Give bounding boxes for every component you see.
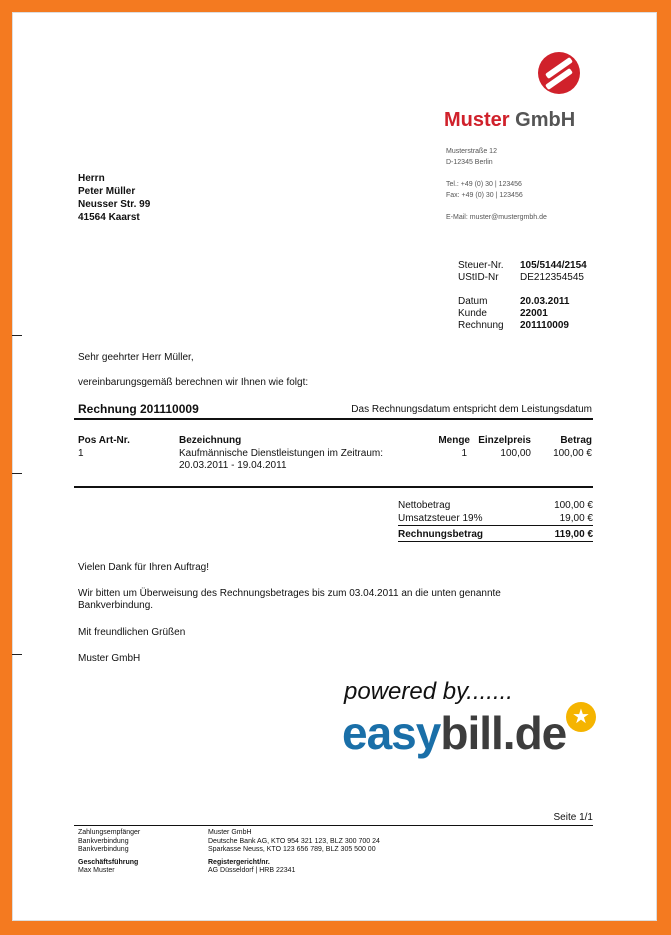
- company-logo: [444, 52, 614, 137]
- vat-amount: 19,00 €: [559, 513, 593, 524]
- footer-rule: [74, 825, 593, 826]
- footer-left: [78, 829, 140, 876]
- sender-fax: Fax: +49 (0) 30 | 123456: [446, 192, 523, 199]
- vat-id-label: UStID-Nr: [458, 272, 499, 283]
- footer-left-line1: Zahlungsempfänger: [78, 829, 141, 836]
- footer-left-line2: Bankverbindung: [78, 837, 129, 845]
- invoice-page: [12, 12, 657, 921]
- row-description: [179, 448, 383, 472]
- invoice-date: 20.03.2011: [520, 296, 570, 307]
- row-pos: 1: [78, 448, 84, 459]
- sender-address: [446, 146, 547, 223]
- footer-right-line4: AG Düsseldorf | HRB 22341: [208, 867, 296, 874]
- date-label: Datum: [458, 296, 488, 307]
- invoice-title: Rechnung 201110009: [78, 402, 199, 416]
- footer-left-line4: Max Muster: [78, 867, 115, 874]
- total-amount: 119,00 €: [554, 529, 593, 540]
- recipient-address: [78, 172, 150, 224]
- customer-number: 22001: [520, 308, 548, 319]
- regards-text: Mit freundlichen Grüßen: [78, 627, 186, 638]
- sender-phone: Tel.: +49 (0) 30 | 123456: [446, 181, 522, 188]
- footer-right-bold: Registergericht/nr.: [208, 858, 270, 866]
- footer-right-line3: Sparkasse Neuss, KTO 123 656 789, BLZ 305 500 00: [208, 846, 376, 853]
- items-rule: [74, 486, 593, 488]
- title-rule: [74, 418, 593, 420]
- recipient-street: Neusser Str. 99: [78, 199, 151, 210]
- sender-email: E-Mail: muster@mustergmbh.de: [446, 214, 547, 221]
- net-label: Nettobetrag: [398, 500, 451, 511]
- payment-request-line2: Bankverbindung.: [78, 600, 154, 611]
- footer-left-line3: Bankverbindung: [78, 846, 129, 853]
- tax-no: 105/5144/2154: [520, 260, 587, 271]
- payment-request-line1: Wir bitten um Überweisung des Rechnungsbetrages bis zum 03.04.2011 an die unten genannte: [78, 588, 501, 599]
- row-description-line2: 20.03.2011 - 19.04.2011: [179, 460, 287, 471]
- powered-by-text: powered by.......: [344, 678, 513, 705]
- easybill-logo-bill: bill.de: [440, 707, 567, 759]
- vat-label: Umsatzsteuer 19%: [398, 513, 483, 524]
- recipient-name: Peter Müller: [78, 186, 136, 197]
- invoice-info: [458, 260, 587, 332]
- invoice-date-note: Das Rechnungsdatum entspricht dem Leistungsdatum: [351, 404, 592, 415]
- signature: Muster GmbH: [78, 653, 141, 664]
- totals-block: [398, 499, 593, 542]
- net-amount: 100,00 €: [554, 500, 593, 511]
- customer-label: Kunde: [458, 308, 487, 319]
- fold-mark: [12, 654, 22, 655]
- company-name: Muster GmbH: [444, 109, 576, 131]
- greeting: Sehr geehrter Herr Müller,: [78, 352, 194, 363]
- tax-no-label: Steuer-Nr.: [458, 260, 504, 271]
- row-quantity: 1: [461, 448, 467, 459]
- logo-mark-icon: [538, 52, 580, 94]
- footer-left-bold: Geschäftsführung: [78, 858, 139, 866]
- footer-right-line1: Muster GmbH: [208, 829, 252, 836]
- col-header-quantity: Menge: [438, 435, 470, 446]
- invoice-label: Rechnung: [458, 320, 504, 331]
- star-icon: ★: [566, 702, 596, 732]
- col-header-description: Bezeichnung: [179, 435, 242, 446]
- vat-id: DE212354545: [520, 272, 584, 283]
- col-header-pos: Pos Art-Nr.: [78, 435, 130, 446]
- recipient-city: 41564 Kaarst: [78, 212, 140, 223]
- col-header-amount: Betrag: [560, 435, 592, 446]
- total-label: Rechnungsbetrag: [398, 529, 484, 540]
- intro-text: vereinbarungsgemäß berechnen wir Ihnen wie folgt:: [78, 377, 309, 388]
- punch-mark: [12, 473, 22, 474]
- row-amount: 100,00 €: [553, 448, 592, 459]
- easybill-logo-easy: easy: [342, 707, 441, 759]
- fold-mark: [12, 335, 22, 336]
- footer-right: [208, 829, 380, 876]
- page-number: Seite 1/1: [553, 812, 593, 823]
- payment-request: [78, 588, 501, 612]
- footer-right-line2: Deutsche Bank AG, KTO 954 321 123, BLZ 300 700 24: [208, 837, 380, 845]
- row-unit-price: 100,00: [500, 448, 531, 459]
- recipient-salutation: Herrn: [78, 173, 105, 184]
- col-header-unit-price: Einzelpreis: [478, 435, 531, 446]
- invoice-number: 201110009: [520, 320, 569, 331]
- row-description-line1: Kaufmännische Dienstleistungen im Zeitraum:: [179, 448, 383, 459]
- easybill-logo: [342, 706, 566, 760]
- sender-street: Musterstraße 12: [446, 148, 497, 155]
- sender-city: D-12345 Berlin: [446, 159, 493, 166]
- thanks-text: Vielen Dank für Ihren Auftrag!: [78, 562, 210, 573]
